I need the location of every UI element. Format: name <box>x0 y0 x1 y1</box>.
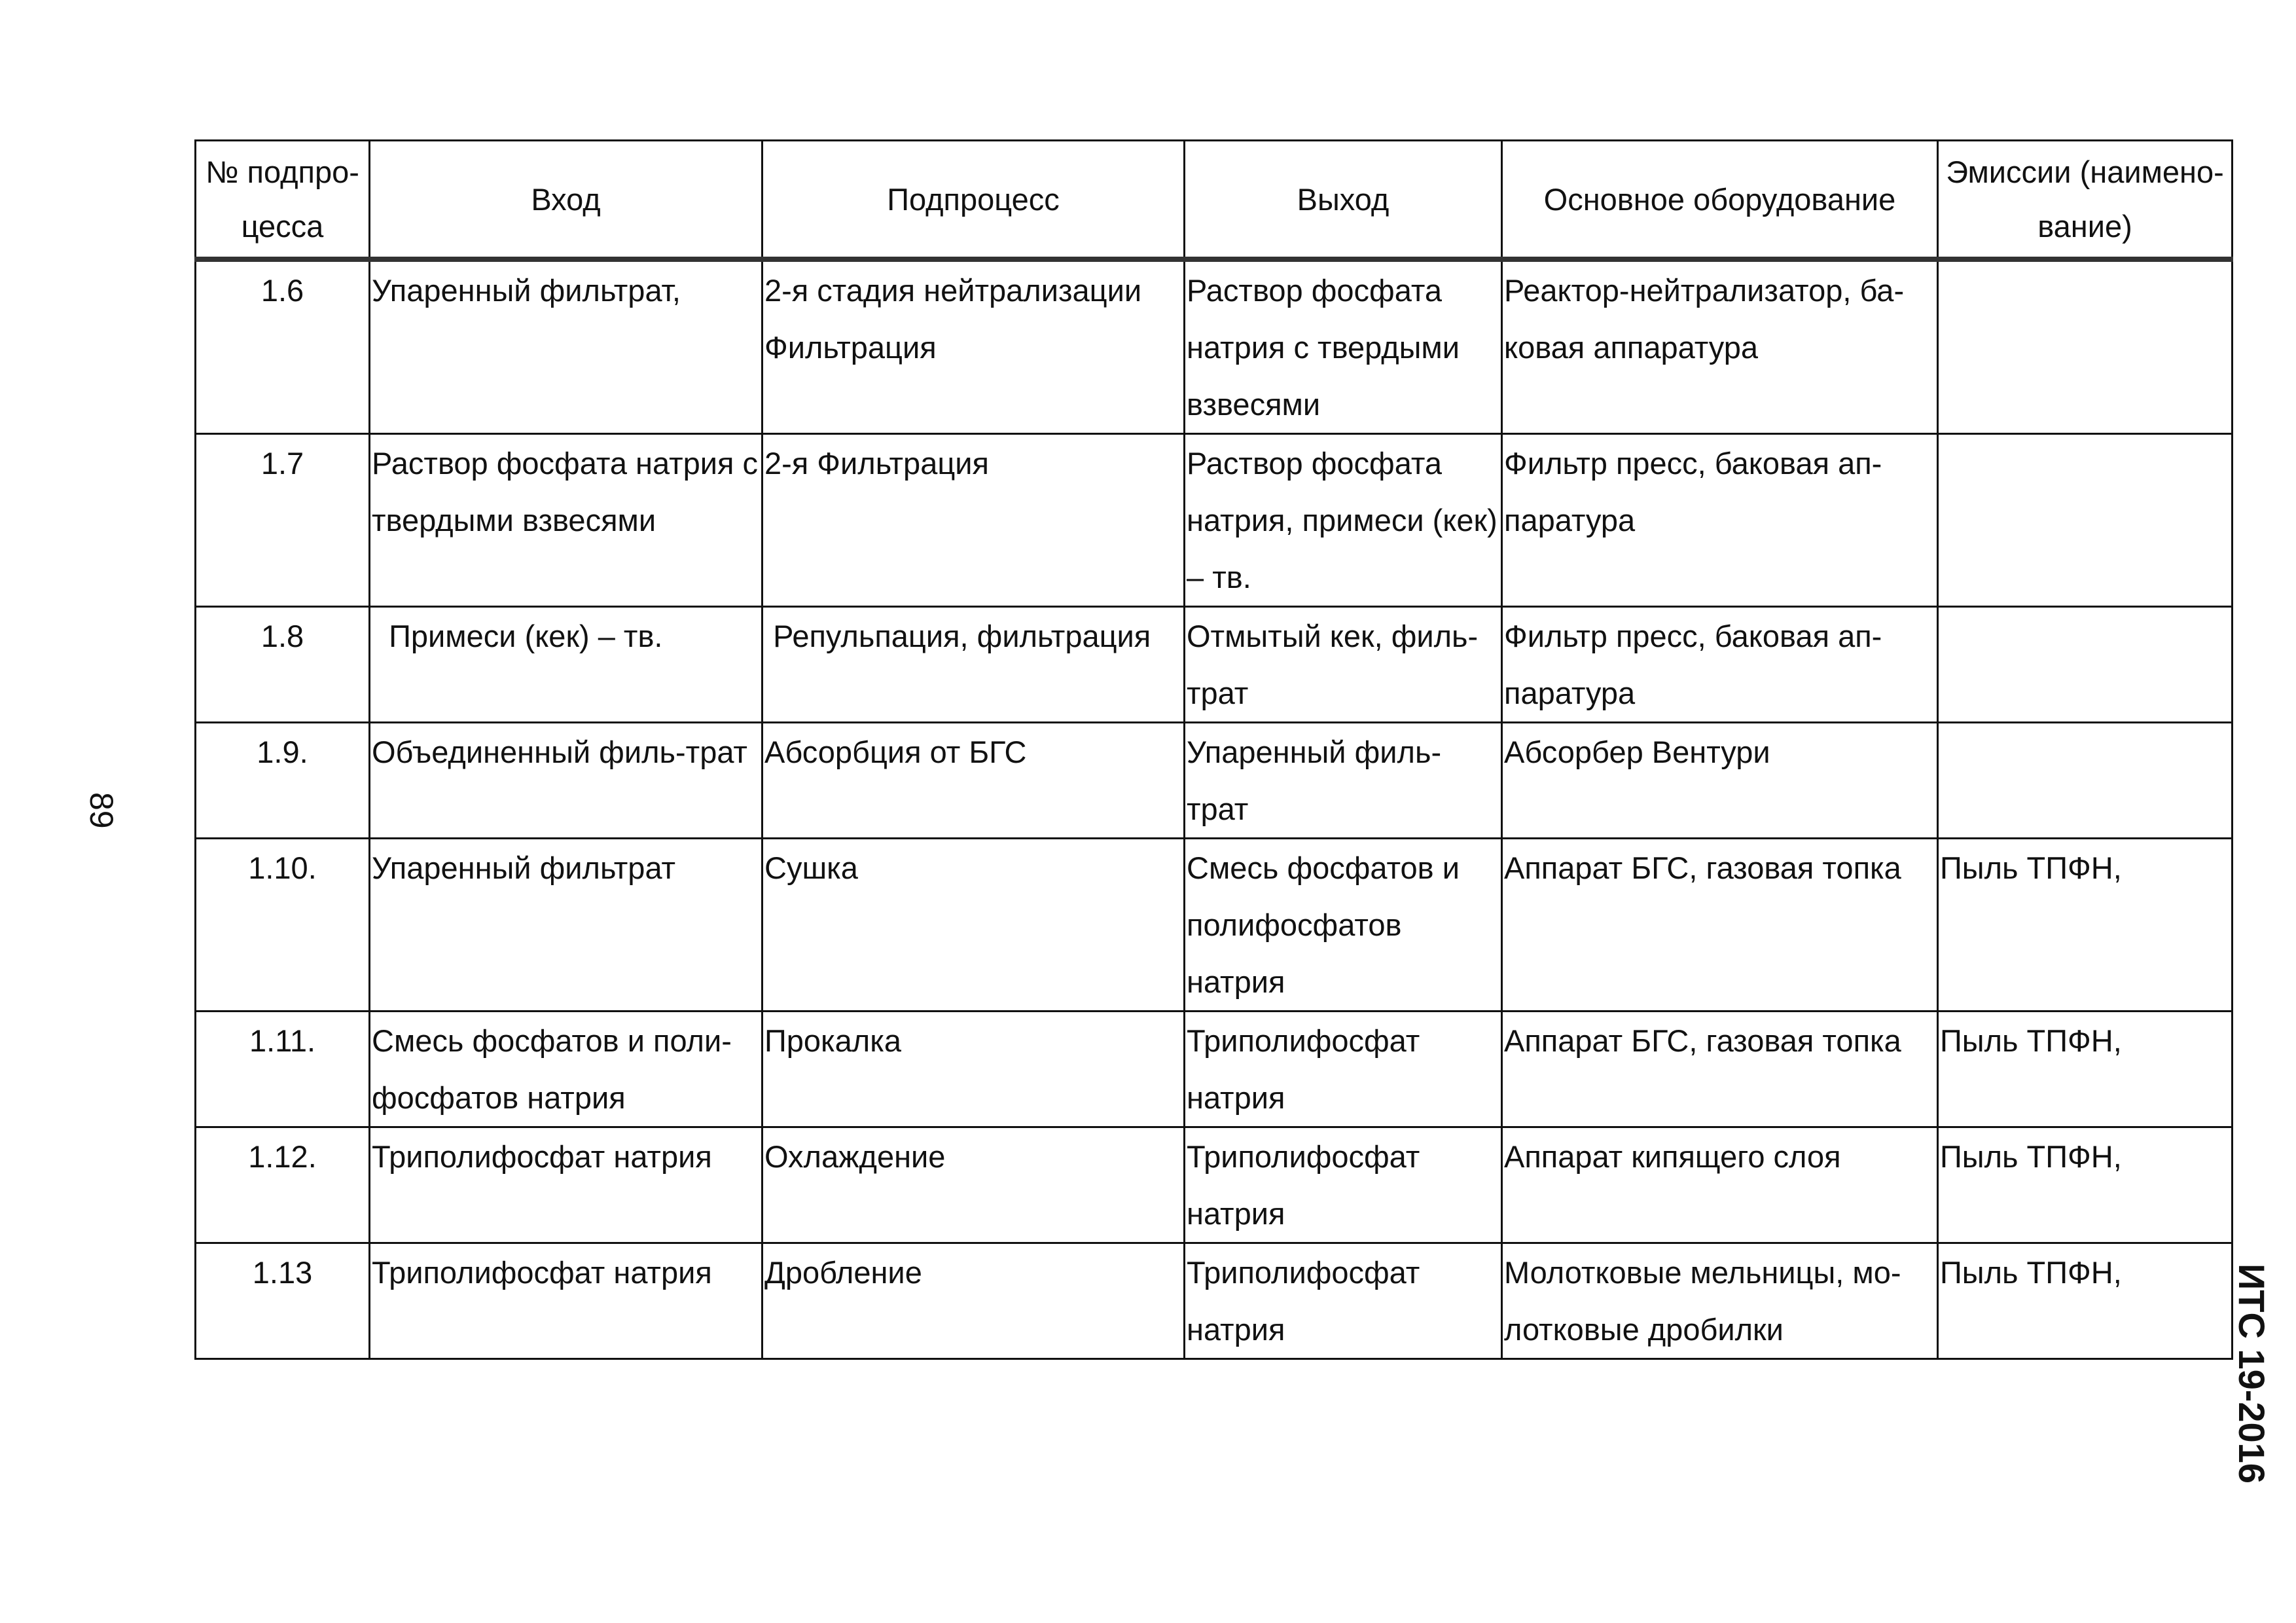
cell-subprocess: Дробление <box>762 1243 1185 1359</box>
cell-input: Примеси (кек) – тв. <box>370 607 762 723</box>
table-row <box>196 1012 2233 1127</box>
cell-input: Объединенный филь-трат <box>370 723 762 839</box>
cell-emissions: Пыль ТПФН, <box>1938 1012 2233 1127</box>
document-code: ИТС 19-2016 <box>2231 1264 2272 1484</box>
cell-number: 1.7 <box>196 434 370 607</box>
cell-input: Раствор фосфата натрия с твердыми взвесями <box>370 434 762 607</box>
cell-emissions <box>1938 259 2233 434</box>
header-subprocess: Подпроцесс <box>762 141 1185 260</box>
cell-number: 1.8 <box>196 607 370 723</box>
cell-input: Упаренный фильтрат, <box>370 259 762 434</box>
table-row <box>196 607 2233 723</box>
table-row <box>196 839 2233 1012</box>
cell-emissions <box>1938 607 2233 723</box>
process-table <box>194 139 2233 1360</box>
cell-subprocess: Сушка <box>762 839 1185 1012</box>
cell-equipment: Реактор-нейтрализатор, ба-ковая аппаратура <box>1502 259 1938 434</box>
cell-subprocess: Абсорбция от БГС <box>762 723 1185 839</box>
cell-output: Упаренный филь-трат <box>1185 723 1502 839</box>
cell-equipment: Аппарат БГС, газовая топка <box>1502 839 1938 1012</box>
cell-output: Смесь фосфатов и полифосфатов натрия <box>1185 839 1502 1012</box>
cell-emissions <box>1938 723 2233 839</box>
table-header-row <box>196 141 2233 260</box>
cell-input: Триполифосфат натрия <box>370 1243 762 1359</box>
cell-input: Триполифосфат натрия <box>370 1127 762 1243</box>
cell-subprocess: 2-я Фильтрация <box>762 434 1185 607</box>
cell-number: 1.10. <box>196 839 370 1012</box>
cell-output: Раствор фосфата натрия, примеси (кек) – тв. <box>1185 434 1502 607</box>
table-row <box>196 1243 2233 1359</box>
cell-output: Триполифосфат натрия <box>1185 1012 1502 1127</box>
header-subprocess-number: № подпро-цесса <box>196 141 370 260</box>
page-number: 89 <box>83 792 120 829</box>
table-row <box>196 434 2233 607</box>
table-row <box>196 259 2233 434</box>
cell-input: Упаренный фильтрат <box>370 839 762 1012</box>
header-emissions: Эмиссии (наимено-вание) <box>1938 141 2233 260</box>
cell-equipment: Фильтр пресс, баковая ап-паратура <box>1502 607 1938 723</box>
table-row <box>196 1127 2233 1243</box>
cell-number: 1.11. <box>196 1012 370 1127</box>
cell-equipment: Аппарат БГС, газовая топка <box>1502 1012 1938 1127</box>
cell-equipment: Абсорбер Вентури <box>1502 723 1938 839</box>
cell-emissions <box>1938 434 2233 607</box>
cell-output: Раствор фосфата натрия с твердыми взвесями <box>1185 259 1502 434</box>
cell-number: 1.9. <box>196 723 370 839</box>
cell-equipment: Аппарат кипящего слоя <box>1502 1127 1938 1243</box>
cell-emissions: Пыль ТПФН, <box>1938 1127 2233 1243</box>
cell-subprocess: Репульпация, фильтрация <box>762 607 1185 723</box>
cell-equipment: Молотковые мельницы, мо-лотковые дробилки <box>1502 1243 1938 1359</box>
cell-number: 1.6 <box>196 259 370 434</box>
header-output: Выход <box>1185 141 1502 260</box>
cell-subprocess: Охлаждение <box>762 1127 1185 1243</box>
cell-output: Отмытый кек, филь-трат <box>1185 607 1502 723</box>
cell-subprocess: 2-я стадия нейтрализации Фильтрация <box>762 259 1185 434</box>
cell-number: 1.13 <box>196 1243 370 1359</box>
cell-emissions: Пыль ТПФН, <box>1938 839 2233 1012</box>
cell-equipment: Фильтр пресс, баковая ап-паратура <box>1502 434 1938 607</box>
cell-output: Триполифосфат натрия <box>1185 1127 1502 1243</box>
header-main-equipment: Основное оборудование <box>1502 141 1938 260</box>
cell-subprocess: Прокалка <box>762 1012 1185 1127</box>
cell-output: Триполифосфат натрия <box>1185 1243 1502 1359</box>
cell-input: Смесь фосфатов и поли-фосфатов натрия <box>370 1012 762 1127</box>
header-input: Вход <box>370 141 762 260</box>
cell-emissions: Пыль ТПФН, <box>1938 1243 2233 1359</box>
table-row <box>196 723 2233 839</box>
cell-number: 1.12. <box>196 1127 370 1243</box>
